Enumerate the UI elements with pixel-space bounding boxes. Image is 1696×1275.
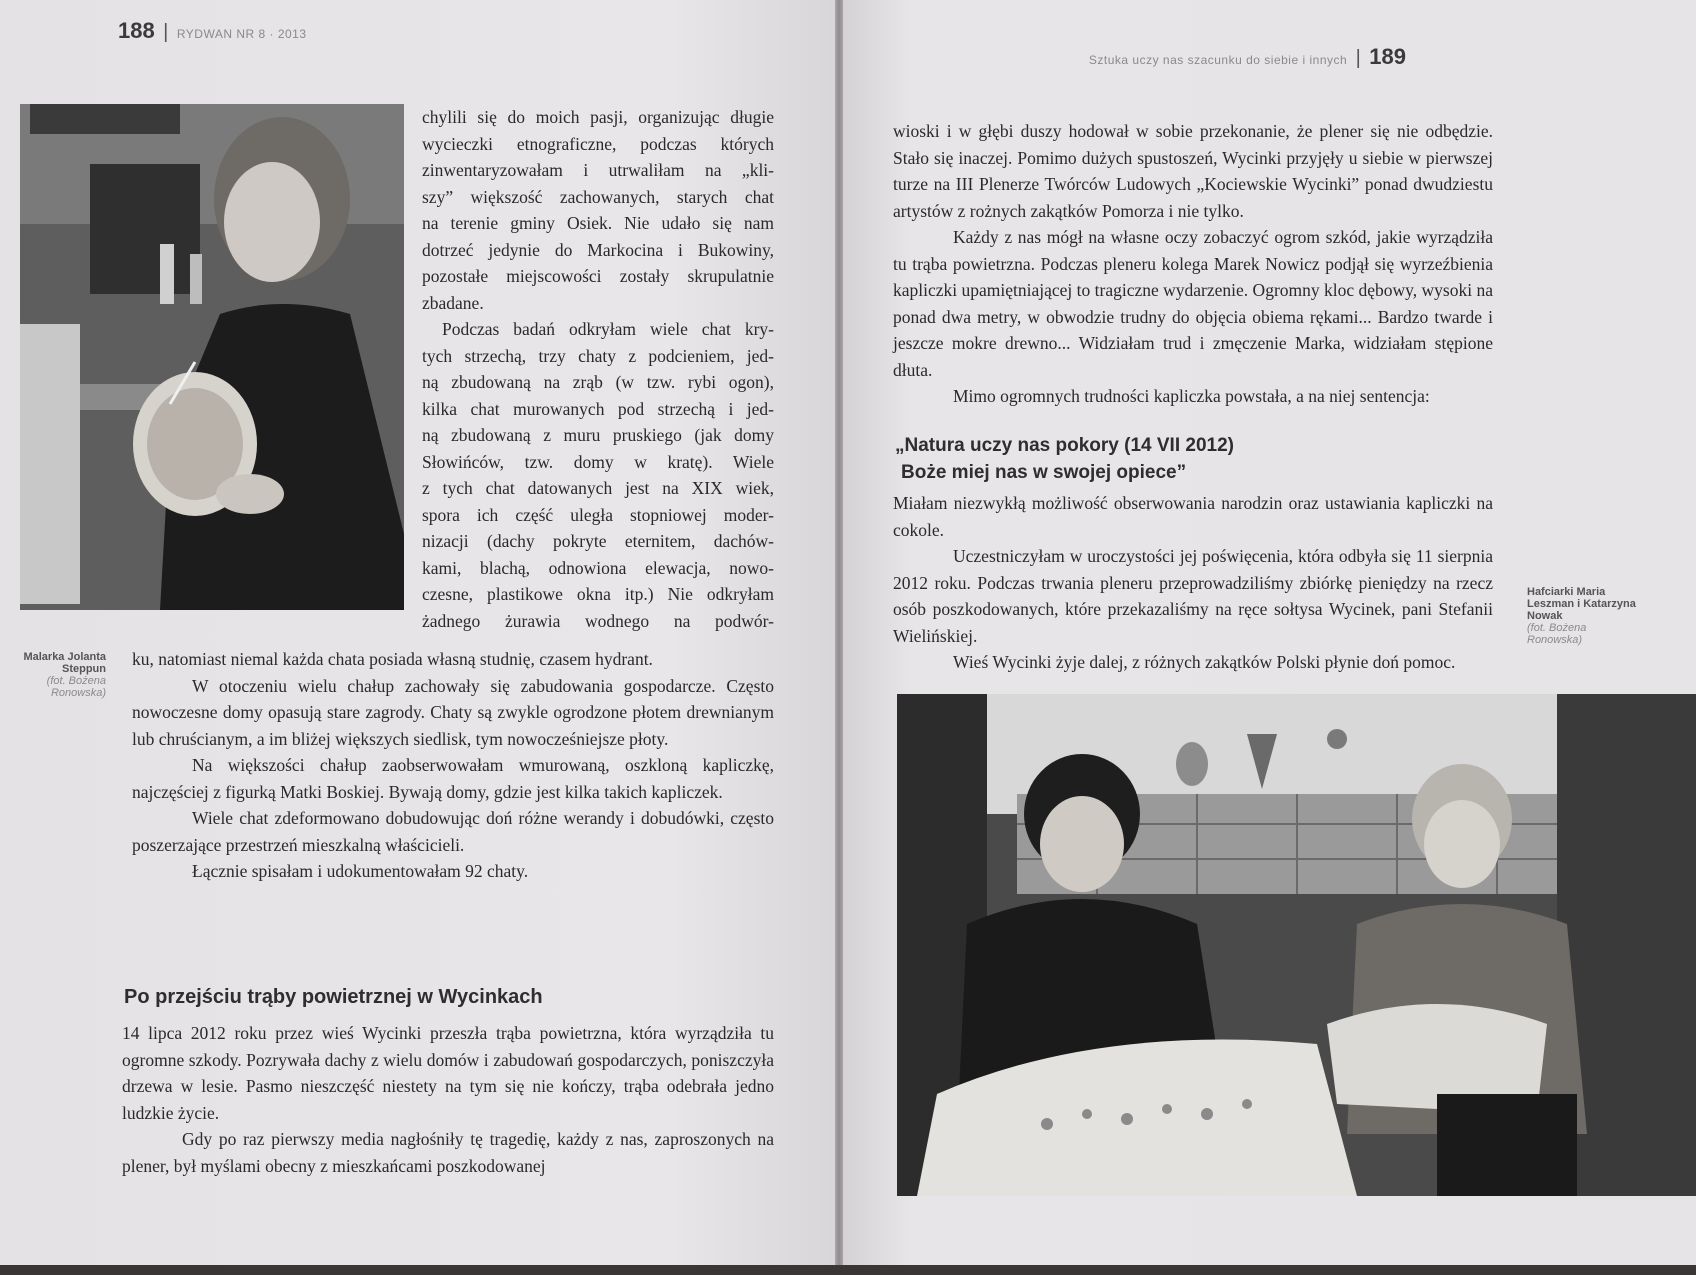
photo-painter-caption-name: Malarka Jolanta Steppun [23,651,106,675]
left-paragraph: Wiele chat zdeformowano dobudowując doń różne werandy i dobudówki, często poszerzające przestrzeń mieszkalną właścicieli. [132,808,774,855]
right-body-text-2 [893,490,1493,676]
photo-embroiderers-caption-credit: (fot. Bożena Ronowska) [1527,622,1587,646]
column-line: Słowińców, tzw. domy w kratę). Wiele [422,451,774,472]
column-line: czesne, plastikowe okna itp.) Nie odkryłam [422,584,774,604]
right-page-number: 189 [1369,44,1406,69]
column-line: pozostałe miejscowości zostały skrupulatnie [422,266,774,286]
right-paragraph: Wieś Wycinki żyje dalej, z różnych zakątków Polski płynie doń pomoc. [953,652,1456,672]
photo-embroiderers-caption-name: Hafciarki Maria Leszman i Katarzyna Nowak [1527,586,1636,622]
column-line: kami, blachą, odnowiona elewacja, nowo- [422,557,774,578]
column-line: Podczas badań odkryłam wiele chat kry- [442,319,774,339]
photo-painter [20,104,404,610]
quote-line-1: „Natura uczy nas pokory (14 VII 2012) [895,435,1234,456]
column-line: wycieczki etnograficzne, podczas których [422,133,774,154]
left-paragraph: Na większości chałup zaobserwowałam wmurowaną, oszkloną kapliczkę, najczęściej z figurką Matki Boskiej. Bywają domy, gdzie jest kilka takich kapliczek. [132,755,774,802]
left-page [0,0,835,1265]
section-heading: Po przejściu trąby powietrznej w Wycinkach [124,986,543,1008]
column-line: zinwentaryzowałam i utrwaliłam na „kli- [422,160,774,180]
right-body-text [893,118,1493,410]
column-line: nizacji (dachy pokryte eternitem, dachów- [422,531,774,551]
left-running-title: RYDWAN NR 8 · 2013 [176,27,307,41]
right-running-header: Sztuka uczy nas szacunku do siebie i innych | 189 [1088,44,1406,69]
section-paragraph: 14 lipca 2012 roku przez wieś Wycinki przeszła trąba powietrzna, która wyrządziła tu ogromne szkody. Pozrywała dachy z wielu domów i zabudowań gospodarczych, poniszczyła drzewa w lesie. Pasmo nieszczęść niestety na tym się nie kończy, trąba odebrała jedno ludzkie życie. [122,1023,774,1123]
photo-embroiderers-image [897,694,1696,1196]
section-body-text [122,1020,774,1179]
right-paragraph: wioski i w głębi duszy hodował w sobie przekonanie, że plener się nie odbędzie. Stało się inaczej. Pomimo dużych spustoszeń, Wycinki przyjęły u siebie w pierwszej turze na III Plenerze Twórców Ludowych „Kociewskie Wycinki” ponad dwudziestu artystów z rożnych zakątków Pomorza i nie tylko. [893,121,1493,221]
column-line: z tych chat datowanych jest na XIX wiek, [422,478,774,498]
photo-embroiderers [897,694,1696,1196]
column-line: szy” większość zachowanych, starych chat [422,186,774,207]
left-page-number: 188 [118,18,155,43]
column-line: żadnego żurawia wodnego na podwór- [422,610,774,631]
column-line: zbadane. [422,292,484,313]
photo-painter-image [20,104,404,610]
left-paragraph: W otoczeniu wielu chałup zachowały się zabudowania gospodarcze. Często nowoczesne domy opasują stare zagrody. Chaty są zwykle ogrodzone płotem drewnianym lub chruścianym, a im bliżej większych siedlisk, tym nowocześniejsze płoty. [132,675,774,749]
photo-painter-caption-credit: (fot. Bożena Ronowska) [46,675,106,699]
column-line: na terenie gminy Osiek. Nie udało się nam [422,213,774,233]
column-line: ną zbudowaną na zrąb (w tzw. rybi ogon), [422,372,774,392]
left-body-text [132,646,774,885]
left-paragraph: ku, natomiast niemal każda chata posiada własną studnię, czasem hydrant. [132,649,653,669]
right-page [843,0,1696,1265]
photo-embroiderers-caption [1527,586,1637,646]
narrow-text-column [422,104,774,634]
right-paragraph: Miałam niezwykłą możliwość obserwowania narodzin oraz ustawiania kapliczki na cokole. [893,493,1493,540]
right-paragraph: Mimo ogromnych trudności kapliczka powstała, a na niej sentencja: [953,386,1430,406]
column-line: chylili się do moich pasji, organizując długie [422,107,774,127]
left-running-header: 188 | RYDWAN NR 8 · 2013 [118,18,307,43]
column-line: ną zbudowaną z muru pruskiego (jak domy [422,425,774,445]
column-line: kilka chat murowanych pod strzechą i jed- [422,398,774,419]
right-paragraph: Każdy z nas mógł na własne oczy zobaczyć ogrom szkód, jakie wyrządziła tu trąba powietrzna. Podczas pleneru kolega Marek Nowicz podjął się wyrzeźbienia kapliczki upamiętniającej to tragiczne wydarzenie. Ogromny kloc dębowy, wysoki na ponad dwa metry, w obwodzie trudny do objęcia obiema rękami... Bardzo twarde i jeszcze mokre drewno... Widziałam trud i zmęczenie Marka, widziałam stępione dłuta. [893,227,1493,380]
section-paragraph: Gdy po raz pierwszy media nagłośniły tę tragedię, każdy z nas, zaproszonych na plener, był myślami obecny z mieszkańcami poszkodowanej [122,1129,774,1176]
right-paragraph: Uczestniczyłam w uroczystości jej poświęcenia, która odbyła się 11 sierpnia 2012 roku. Podczas trwania pleneru przeprowadziliśmy zbiórkę pieniędzy na rzecz osób poszkodowanych, które przekazaliśmy na ręce sołtysa Wycinek, pani Stefanii Wielińskiej. [893,546,1493,646]
column-line: dotrzeć jedynie do Markocina i Bukowiny, [422,239,774,260]
left-paragraph: Łącznie spisałam i udokumentowałam 92 chaty. [192,861,529,881]
photo-painter-caption [4,651,106,699]
column-line: tych strzechą, trzy chaty z podcieniem, jed- [422,345,774,366]
quote-block [895,432,1234,486]
right-running-title: Sztuka uczy nas szacunku do siebie i innych [1088,53,1348,67]
column-line: spora ich część uległa stopniowej moder- [422,504,774,525]
quote-line-2: Boże miej nas w swojej opiece” [901,462,1187,483]
